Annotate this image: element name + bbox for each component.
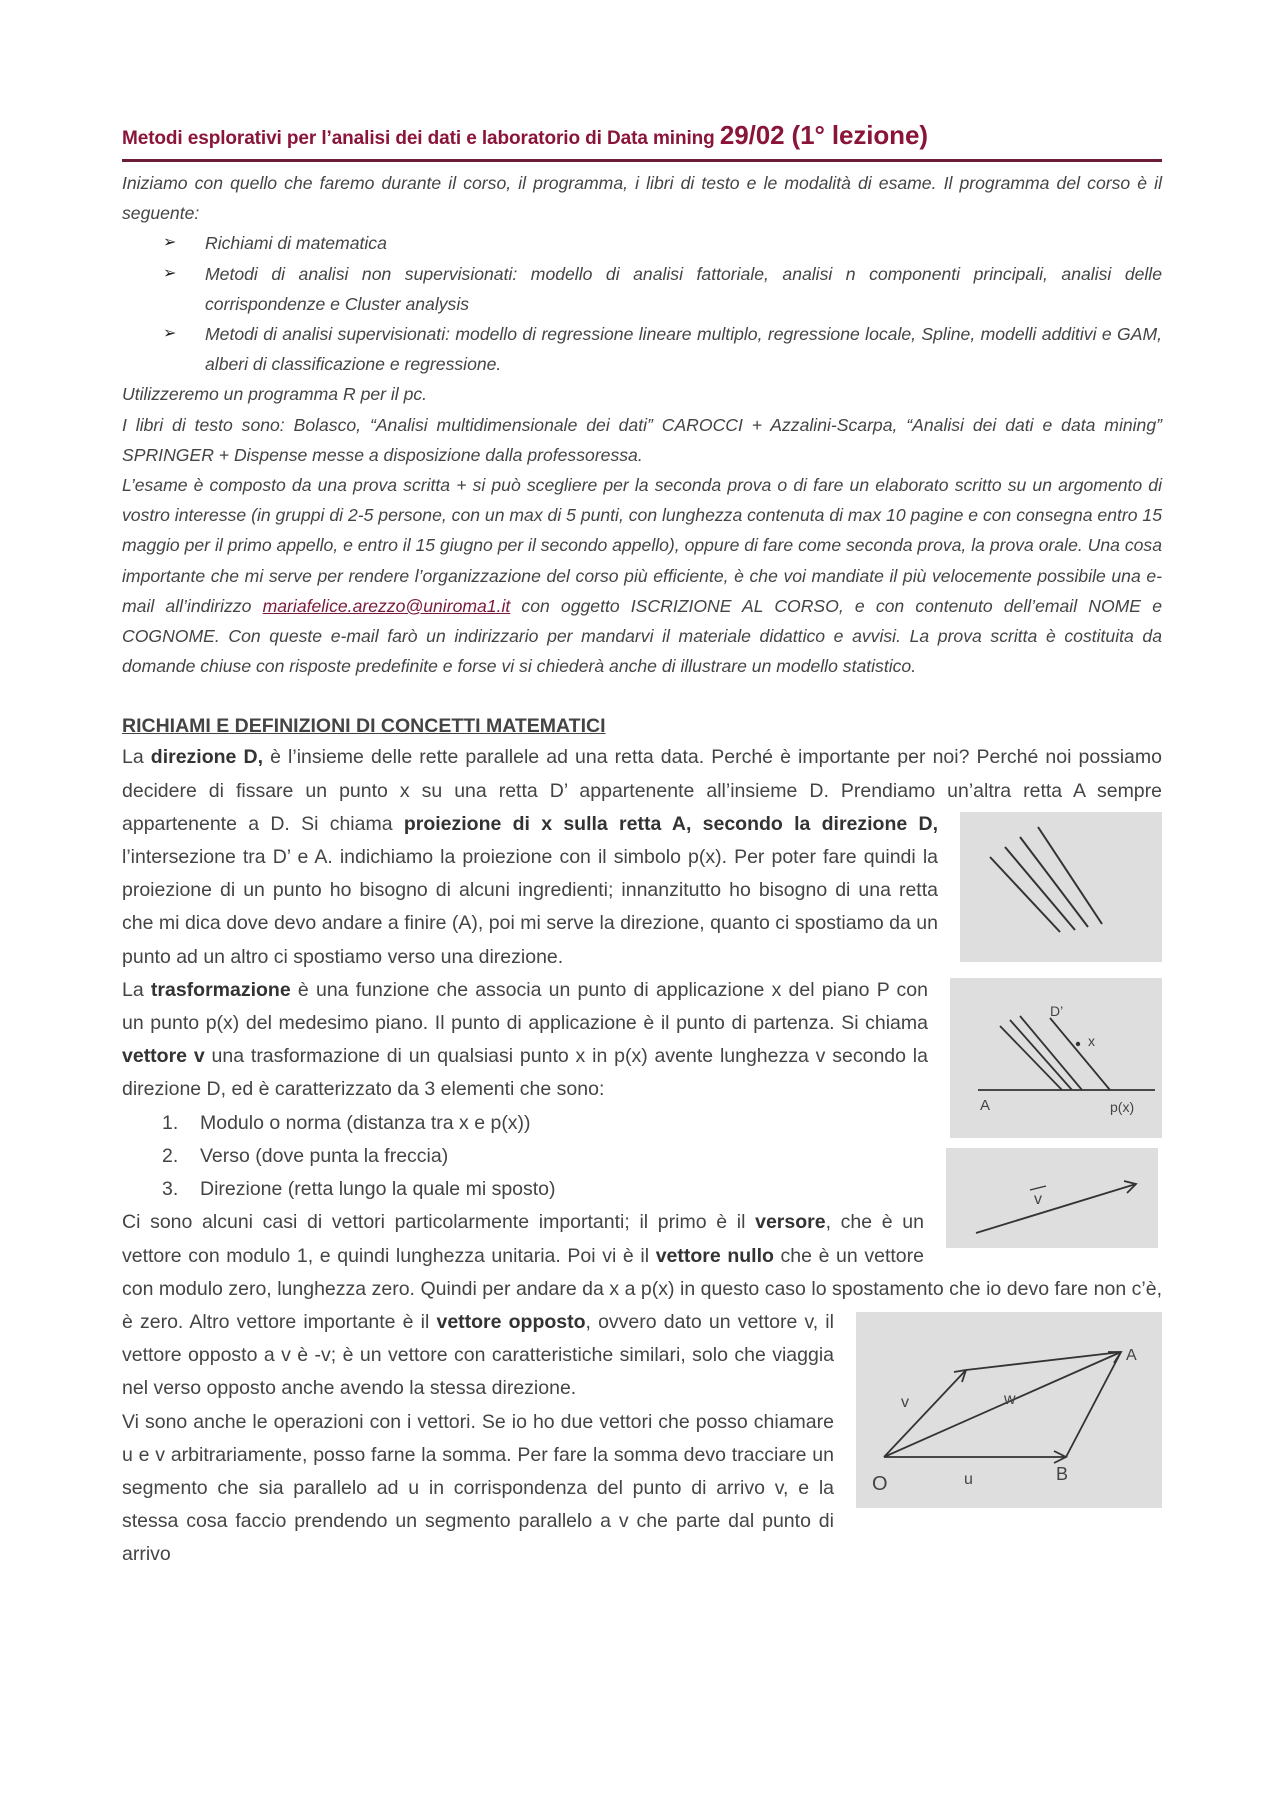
- label-x: x: [1088, 1032, 1095, 1049]
- label-v: v: [1034, 1190, 1042, 1208]
- text: La: [122, 978, 151, 1001]
- paragraph-direzione: [122, 741, 1162, 973]
- text: , ovvero dato un vettore v, il vettore opposto a v è -v; è un vettore con caratteristiche similari, solo che viaggia nel verso opposto anche avendo la stessa direzione.: [122, 1310, 834, 1400]
- list-item: [162, 1140, 1162, 1173]
- vector-sum-drawing: [856, 1312, 1162, 1508]
- title-date: 29/02 (1° lezione): [719, 120, 928, 150]
- text: una trasformazione di un qualsiasi punto x in p(x) avente lunghezza v secondo la direzione D, ed è caratterizzato da 3 elementi che sono:: [122, 1045, 928, 1101]
- text: l’intersezione tra D’ e A. indichiamo la proiezione con il simbolo p(x). Per poter fare quindi la proiezione di un punto ho bisogno di alcuni ingredienti; innanzitutto ho bisogno di una retta che mi dica dove devo andare a finire (A), poi mi serve la direzione, quanto ci spostiamo da un punto ad un altro ci spostiamo verso una direzione.: [122, 846, 938, 968]
- term-trasformazione: trasformazione: [150, 978, 291, 1001]
- figure-vector-sum: [856, 1312, 1162, 1508]
- program-item: ➢ Metodi di analisi non supervisionati: modello di analisi fattoriale, analisi n componenti principali, analisi delle corrispondenze e Cluster analysis: [205, 259, 1162, 319]
- section-title: RICHIAMI E DEFINIZIONI DI CONCETTI MATEMATICI: [122, 715, 606, 738]
- list-text: Verso (dove punta la freccia): [200, 1144, 449, 1167]
- intro-paragraph-2: Utilizzeremo un programma R per il pc.: [122, 384, 428, 405]
- list-number: 1.: [162, 1111, 179, 1134]
- vector-elements-list: [122, 1107, 1162, 1207]
- list-item: [162, 1173, 1162, 1206]
- figure-parallel-lines: [960, 812, 1162, 962]
- section-body: [122, 741, 1162, 1571]
- document-content: [122, 120, 1162, 1572]
- text: Ci sono alcuni casi di vettori particolarmente importanti; il primo è il: [122, 1211, 756, 1234]
- paragraph-trasformazione: [122, 974, 1162, 1115]
- list-text: Modulo o norma (distanza tra x e p(x)): [200, 1111, 531, 1134]
- exam-text-continued: con oggetto ISCRIZIONE AL CORSO, e con contenuto dell’email NOME e COGNOME. Con queste e-mail farò un indirizzario per mandarvi il materiale didattico e avvisi. La prova scritta è costituita da domande chiuse con risposte predefinite e forse vi si chiederà anche di illustrare un modello statistico.: [122, 595, 1162, 677]
- program-list: [122, 228, 1162, 379]
- intro-paragraph-1: Iniziamo con quello che faremo durante il corso, il programma, i libri di testo e le modalità di esame. Il programma del corso è il seguente:: [122, 173, 1162, 224]
- title-main: Metodi esplorativi per l’analisi dei dati e laboratorio di Data mining: [122, 128, 720, 149]
- list-number: 2.: [162, 1144, 179, 1167]
- label-v: v: [901, 1393, 909, 1411]
- label-a: A: [1126, 1346, 1137, 1364]
- term-direzione: direzione D,: [150, 746, 263, 769]
- term-vettore-opposto: vettore opposto: [436, 1310, 586, 1333]
- label-u: u: [964, 1470, 973, 1488]
- page-title: [122, 120, 1162, 162]
- label-o: O: [872, 1472, 888, 1495]
- email-link[interactable]: mariafelice.arezzo@uniroma1.it: [262, 595, 511, 616]
- parallel-lines-drawing: [960, 812, 1162, 962]
- program-item: ➢ Richiami di matematica: [205, 228, 1162, 258]
- term-vettore-nullo: vettore nullo: [655, 1244, 774, 1267]
- term-versore: versore: [755, 1211, 826, 1234]
- text: La: [122, 746, 151, 769]
- term-vettore: vettore v: [122, 1045, 205, 1068]
- text: è l’insieme delle rette parallele ad una retta data. Perché è importante per noi? Perché noi possiamo decidere di fissare un punto x su una retta D’ appartenente all’insieme D. Prendiamo un’altra retta A sempre appartenente a D. Si chiama: [122, 746, 1162, 835]
- intro-section: [122, 168, 1162, 681]
- list-item: [162, 1107, 1162, 1140]
- label-px: p(x): [1110, 1098, 1135, 1115]
- paragraph-operazioni: Vi sono anche le operazioni con i vettori. Se io ho due vettori che posso chiamare u e v arbitrariamente, posso farne la somma. Per fare la somma devo tracciare un segmento che sia parallelo ad u in corrispondenza del punto di arrivo v, e la stessa cosa faccio prendendo un segmento parallelo a v che parte dal punto di arrivo: [122, 1410, 834, 1566]
- label-w: w: [1004, 1390, 1016, 1408]
- intro-paragraph-3: I libri di testo sono: Bolasco, “Analisi multidimensionale dei dati” CAROCCI + Azzalini-Scarpa, “Analisi dei dati e data mining” SPRINGER + Dispense messe a disposizione dalla professoressa.: [122, 414, 1162, 465]
- text: , che è un vettore con modulo 1, e quindi lunghezza unitaria. Poi vi è il: [122, 1211, 925, 1267]
- intro-paragraph-4: [122, 470, 1162, 681]
- label-a: A: [980, 1096, 991, 1114]
- label-d-prime: D’: [1050, 1002, 1064, 1019]
- list-number: 3.: [162, 1178, 179, 1201]
- text: è una funzione che associa un punto di applicazione x del piano P con un punto p(x) del medesimo piano. Il punto di applicazione è il punto di partenza. Si chiama: [122, 978, 928, 1035]
- list-text: Direzione (retta lungo la quale mi sposto): [200, 1178, 556, 1201]
- term-proiezione: proiezione di x sulla retta A, secondo la direzione D,: [403, 812, 938, 835]
- label-b: B: [1056, 1463, 1069, 1484]
- program-item: ➢ Metodi di analisi supervisionati: modello di regressione lineare multiplo, regressione locale, Spline, modelli additivi e GAM, alberi di classificazione e regressione.: [205, 319, 1162, 379]
- exam-text: L’esame è composto da una prova scritta + si può scegliere per la seconda prova o di fare un elaborato scritto su un argomento di vostro interesse (in gruppi di 2-5 persone, con un max di 5 punti, con lunghezza contenuta di max 10 pagine e con consegna entro 15 maggio per il primo appello, e entro il 15 giugno per il secondo appello), oppure di fare come seconda prova, la prova orale. Una cosa importante che mi serve per rendere l’organizzazione del corso più efficiente, è che voi mandiate il più velocemente possibile una e-mail all’indirizzo: [122, 475, 1162, 616]
- text: che è un vettore con modulo zero, lunghezza zero. Quindi per andare da x a p(x) in questo caso lo spostamento che io devo fare non c’è, è zero. Altro vettore importante è il: [122, 1244, 1162, 1333]
